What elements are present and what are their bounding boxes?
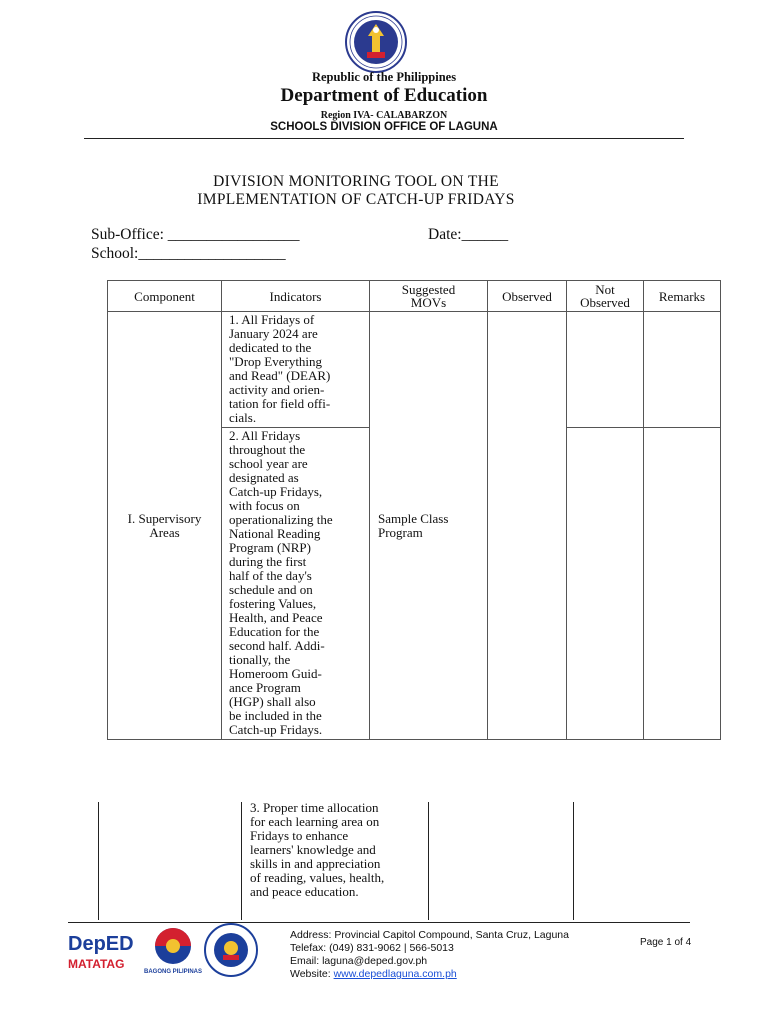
document-title-line2: IMPLEMENTATION OF CATCH-UP FRIDAYS [197, 191, 515, 208]
footer-website-label: Website: [290, 968, 334, 980]
indicator-2-line: schedule and on [229, 582, 313, 597]
table2-border-3 [428, 802, 429, 920]
header-movs-line2: MOVs [410, 295, 447, 310]
header-not-observed [567, 281, 644, 312]
deped-matatag-logo [64, 928, 144, 976]
indicator-2-text [229, 429, 363, 737]
indicator-2-line: second half. Addi- [229, 638, 325, 653]
bagong-pilipinas-text: BAGONG PILIPINAS [144, 969, 202, 975]
indicator-3-line: of reading, values, health, [250, 870, 385, 885]
mov-line1: Sample Class [378, 510, 449, 526]
indicator-1-line: "Drop Everything [229, 354, 323, 369]
indicator-2-line: fostering Values, [229, 596, 317, 611]
indicator-2-line: operationalizing the [229, 512, 333, 527]
indicator-1-line: 1. All Fridays of [229, 312, 315, 327]
remarks-cell-2 [644, 428, 721, 740]
table2-border-2 [241, 802, 242, 920]
website-link[interactable]: www.depedlaguna.com.ph [333, 968, 457, 980]
division-of-laguna-seal [203, 922, 259, 978]
matatag-logo-text: MATATAG [68, 957, 125, 971]
table-header-row [108, 281, 721, 312]
deped-logo-text: DepED [68, 933, 134, 955]
footer-telefax: Telefax: (049) 831-9062 | 566-5013 [290, 942, 454, 954]
indicator-3-line: for each learning area on [250, 814, 380, 829]
component-line1: I. Supervisory [127, 510, 202, 526]
bagong-pilipinas-logo [144, 926, 202, 976]
indicator-3-line: learners' knowledge and [250, 842, 376, 857]
header-observed: Observed [488, 281, 567, 312]
indicator-1-line: activity and orien- [229, 382, 325, 397]
indicator-3-line: skills in and appreciation [250, 856, 381, 871]
observed-cell [488, 312, 567, 740]
not-observed-cell-2 [567, 428, 644, 740]
footer-divider [68, 922, 690, 923]
table-row [108, 312, 721, 428]
footer-website [290, 968, 457, 981]
indicator-2-line: (HGP) shall also [229, 694, 316, 709]
department-title: Department of Education [280, 85, 488, 106]
table2-border-4 [573, 802, 574, 920]
indicator-1-cell [222, 312, 370, 428]
indicator-1-line: dedicated to the [229, 340, 312, 355]
indicator-2-line: Catch-up Fridays. [229, 722, 323, 737]
indicator-2-line: National Reading [229, 526, 321, 541]
remarks-cell-1 [644, 312, 721, 428]
indicator-2-line: throughout the [229, 442, 306, 457]
component-cell [108, 312, 222, 740]
header-indicators: Indicators [222, 281, 370, 312]
mov-line2: Program [378, 524, 423, 540]
footer-address: Address: Provincial Capitol Compound, Santa Cruz, Laguna [290, 929, 569, 941]
indicator-2-line: Education for the [229, 624, 320, 639]
indicator-3-line: and peace education. [250, 884, 359, 899]
indicator-1-text [229, 313, 363, 425]
table2-border-left [98, 802, 99, 920]
indicator-1-line: and Read" (DEAR) [229, 368, 331, 383]
indicator-2-line: with focus on [229, 498, 300, 513]
indicator-1-line: cials. [229, 410, 257, 425]
component-line2: Areas [149, 524, 180, 540]
not-observed-cell-1 [567, 312, 644, 428]
header-not-observed-line2: Observed [580, 295, 630, 310]
school-field: School:___________________ [91, 245, 286, 262]
indicator-2-cell [222, 428, 370, 740]
footer-email: Email: laguna@deped.gov.ph [290, 955, 428, 967]
indicator-2-line: Health, and Peace [229, 610, 323, 625]
republic-text: Republic of the Philippines [311, 70, 457, 84]
region-text: Region IVA- CALABARZON [320, 110, 448, 121]
indicator-2-line: designated as [229, 470, 299, 485]
indicator-3-text [250, 801, 422, 899]
indicator-2-line: Homeroom Guid- [229, 666, 322, 681]
indicator-3-line: Fridays to enhance [250, 828, 349, 843]
indicator-2-line: school year are [229, 456, 308, 471]
indicator-2-line: during the first [229, 554, 307, 569]
header-component: Component [108, 281, 222, 312]
header-divider [84, 138, 684, 139]
header-remarks: Remarks [644, 281, 721, 312]
movs-cell [370, 312, 488, 740]
indicator-2-line: ance Program [229, 680, 301, 695]
indicator-2-line: tionally, the [229, 652, 291, 667]
page-number: Page 1 of 4 [640, 937, 692, 948]
header-movs-line1: Suggested [401, 282, 456, 297]
header-suggested-movs [370, 281, 488, 312]
division-office-text: SCHOOLS DIVISION OFFICE OF LAGUNA [270, 121, 498, 133]
monitoring-table [107, 280, 721, 740]
indicator-2-line: Program (NRP) [229, 540, 311, 555]
indicator-1-line: January 2024 are [229, 326, 318, 341]
date-field: Date:______ [428, 226, 509, 243]
indicator-3-line: 3. Proper time allocation [250, 800, 379, 815]
indicator-2-line: 2. All Fridays [229, 428, 301, 443]
indicator-2-line: Catch-up Fridays, [229, 484, 323, 499]
deped-seal-logo [334, 10, 418, 74]
indicator-2-line: half of the day's [229, 568, 312, 583]
indicator-2-line: be included in the [229, 708, 322, 723]
sub-office-field: Sub-Office: _________________ [91, 226, 300, 243]
indicator-1-line: tation for field offi- [229, 396, 331, 411]
document-title-line1: DIVISION MONITORING TOOL ON THE [213, 173, 499, 190]
header-not-observed-line1: Not [595, 282, 615, 297]
